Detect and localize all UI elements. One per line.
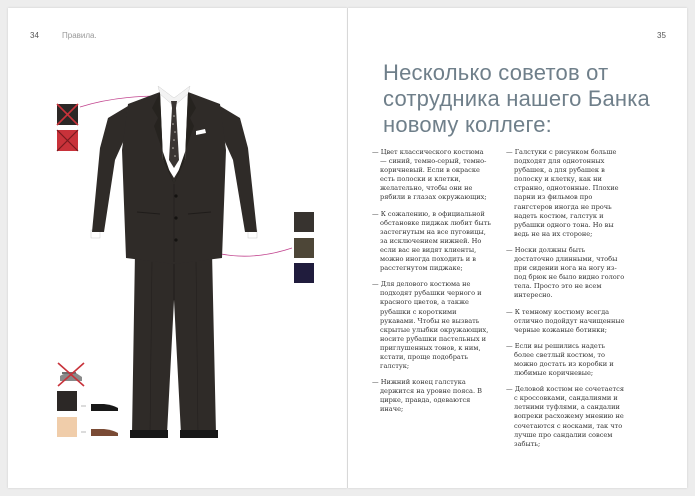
tip-shirt-colors: — Для делового костюма не подходят рубашки черного и красного цветов, а также рубашки с короткими рукавами. Чтобы не вызвать скрытые улыбки окружающих, носите рубашки пастельных и приглушенных тонов, к ним, кстати, проще подобрать галстук; bbox=[372, 280, 489, 371]
tip-brown-shoes: — Если вы решились надеть более светлый костюм, то можно достать из коробки и любимые коричневые; bbox=[506, 341, 614, 378]
suit-figure bbox=[91, 86, 257, 438]
swatch-navy bbox=[294, 263, 314, 283]
swatch-dark-sock bbox=[57, 391, 77, 411]
section-title: Правила. bbox=[62, 31, 97, 40]
tip-jacket-buttons: — К сожалению, в официальной обстановке пиджак любит быть застегнутым на все пуговицы, за исключением нижней. Но если вас не видят клиенты, можно иногда походить и в расстегнутом пиджаке; bbox=[372, 209, 491, 273]
crossed-black-shirt-icon bbox=[57, 104, 78, 125]
connector-line-suit bbox=[212, 248, 292, 256]
tip-tie-length: — Нижний конец галстука держится на уровне пояса. В цирке, правда, одеваются иначе; bbox=[372, 378, 483, 414]
black-shoe-icon bbox=[91, 404, 118, 411]
brown-shoe-icon bbox=[91, 429, 118, 436]
tip-patterned-ties: — Галстуки с рисунком больше подходят для однотонных рубашек, а для рубашек в полоску и клетку, как ни странно, однотонные. Плохие парни из фильмов про гангстеров иногда не прочь надеть костюм, галстук и рубашки одного тона. Но вы ведь не на их стороне; bbox=[506, 148, 619, 238]
tip-suit-color: — Цвет классического костюма — синий, темно-серый, темно-коричневый. Если в окраске есть полоски и клетки, желательно, чтобы они не рябили в глазах окружающих; bbox=[372, 148, 487, 202]
swatch-dark-gray bbox=[294, 212, 314, 232]
left-page-number: 34 bbox=[30, 31, 39, 40]
right-page-number: 35 bbox=[657, 31, 666, 40]
swatch-beige-sock bbox=[57, 417, 77, 437]
crossed-sandal-icon bbox=[58, 363, 84, 386]
swatch-dark-brown bbox=[294, 238, 314, 258]
tips-column-left bbox=[372, 148, 492, 422]
page-title: Несколько советов от сотрудника нашего Банка новому коллеге: bbox=[383, 60, 650, 137]
tip-black-shoes: — К темному костюму всегда отлично подойдут начищенные черные кожаные ботинки; bbox=[506, 307, 625, 334]
crossed-red-shirt-icon bbox=[57, 130, 78, 151]
tips-column-right bbox=[506, 148, 626, 456]
tip-socks-length: — Носки должны быть достаточно длинными, чтобы при сидении нога на ногу из-под брюк не было видно голого тела. Просто это не всем интересно. bbox=[506, 245, 625, 300]
tip-no-sneakers: — Деловой костюм не сочетается с кроссовками, сандалиями и летними туфлями, а сандалии вопреки расхожему мнению не сочетаются с носками, так что лучше про сандалии совсем забыть; bbox=[506, 385, 624, 448]
